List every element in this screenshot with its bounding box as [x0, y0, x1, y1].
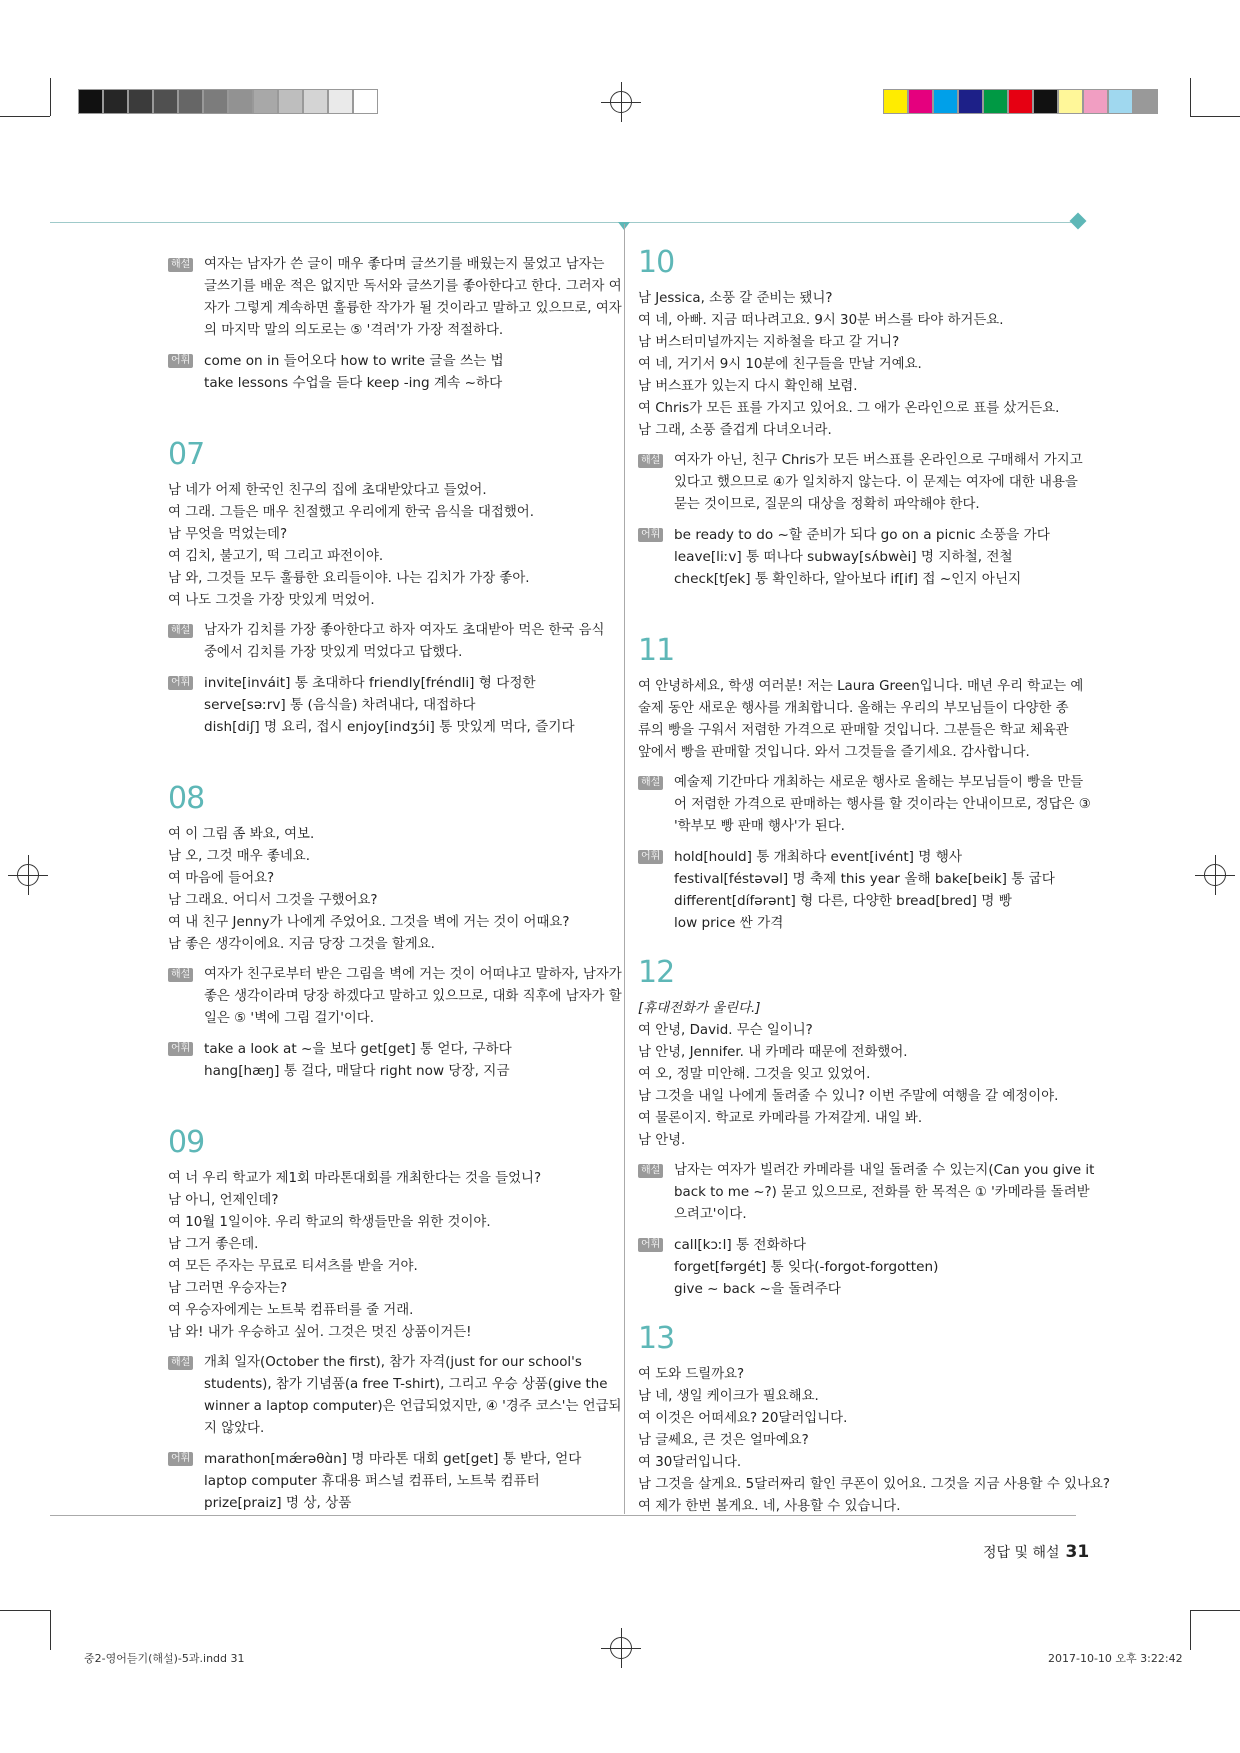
text-line: 남 와, 그것들 모두 훌륭한 요리들이야. 나는 김치가 가장 좋아. — [168, 571, 530, 586]
dialogue — [168, 480, 612, 612]
text-line: 여 너 우리 학교가 제1회 마라톤대회를 개최한다는 것을 들었니? — [168, 1171, 542, 1186]
text-line: 남 네가 어제 한국인 친구의 집에 초대받았다고 들었어. — [168, 483, 487, 498]
text-line: 남 Jessica, 소풍 갈 준비는 됐니? — [638, 291, 833, 306]
text-line: students), 참가 기념품(a free T-shirt), 그리고 우승 상품(give the — [204, 1377, 608, 1392]
text-line: 남 무엇을 먹었는데? — [168, 527, 288, 542]
vocab-tag: 어휘 — [168, 1452, 193, 1466]
explanation-tag: 해설 — [638, 454, 663, 468]
text-lines — [674, 772, 1091, 838]
stage-direction: [휴대전화가 울린다.] — [638, 1001, 761, 1016]
explanation-block — [638, 772, 1091, 838]
text-line: winner a laptop computer)은 언급되었지만, ④ '경주 코스'는 언급되 — [204, 1399, 622, 1414]
text-line: 으려고'이다. — [674, 1207, 747, 1222]
text-line: 여 30달러입니다. — [638, 1455, 742, 1470]
explanation-block — [638, 450, 1082, 516]
registration-mark-right — [1195, 855, 1235, 895]
gray-swatch — [203, 89, 228, 114]
dialogue — [168, 824, 612, 956]
text-line: different[dífərənt] 형 다른, 다양한 bread[bred] 명 빵 — [674, 893, 1012, 909]
gray-swatch — [178, 89, 203, 114]
vocab-block — [638, 846, 1082, 934]
text-line: 남 그거 좋은데. — [168, 1237, 259, 1252]
color-swatch — [1058, 89, 1083, 114]
text-line: forget[fərgét] 통 잊다(-forgot-forgotten) — [674, 1259, 939, 1275]
text-lines — [674, 450, 1082, 516]
text-line: 남 그러면 우승자는? — [168, 1281, 288, 1296]
vocab-block — [638, 1234, 1082, 1300]
vocab-tag: 어휘 — [638, 528, 663, 542]
text-lines — [204, 620, 612, 664]
text-line: 남 안녕. — [638, 1133, 686, 1148]
text-line: 남 오, 그것 매우 좋네요. — [168, 849, 310, 864]
text-lines — [674, 846, 1082, 934]
explanation-tag: 해설 — [638, 776, 663, 790]
text-line: 있다고 했으므로 ④가 일치하지 않는다. 이 문제는 여자에 대한 내용을 — [674, 475, 1078, 490]
text-line: invite[inváit] 통 초대하다 friendly[fréndli] 형 다정한 — [204, 675, 536, 691]
question-number: 08 — [168, 781, 205, 816]
text-line: 예술제 기간마다 개최하는 새로운 행사로 올해는 부모님들이 빵을 만들 — [674, 775, 1084, 790]
text-line: 여 그래. 그들은 매우 친절했고 우리에게 한국 음식을 대접했어. — [168, 505, 534, 520]
gray-swatch — [253, 89, 278, 114]
text-line: 여 안녕, David. 무슨 일이니? — [638, 1023, 813, 1038]
header-rule — [50, 222, 1076, 223]
question-number: 13 — [638, 1321, 675, 1356]
text-line: 자가 그렇게 계속하면 훌륭한 작가가 될 것이라고 말하고 있으므로, 여자 — [204, 301, 622, 316]
text-line: come on in 들어오다 how to write 글을 쓰는 법 — [204, 353, 504, 369]
explanation-block — [168, 964, 622, 1030]
registration-mark-top — [601, 82, 641, 122]
color-swatch — [1108, 89, 1133, 114]
crop-mark — [0, 1610, 50, 1611]
color-swatch — [883, 89, 908, 114]
explanation-block — [168, 620, 612, 664]
text-line: 여 나도 그것을 가장 맛있게 먹었어. — [168, 593, 375, 608]
color-swatch — [1133, 89, 1158, 114]
crop-mark — [1190, 1610, 1240, 1611]
text-line: 남 그래요. 어디서 그것을 구했어요? — [168, 893, 378, 908]
text-line: 류의 빵을 구워서 저렴한 가격으로 판매할 것입니다. 그분들은 학교 체육관 — [638, 723, 1069, 738]
diamond-ornament-icon — [1070, 213, 1087, 230]
page-number: 31 — [1065, 1542, 1090, 1562]
question-number: 11 — [638, 633, 675, 668]
text-line: 남 그것을 내일 나에게 돌려줄 수 있니? 이번 주말에 여행을 갈 예정이야. — [638, 1089, 1059, 1104]
gray-swatch — [153, 89, 178, 114]
vocab-tag: 어휘 — [168, 354, 193, 368]
text-line: 남 그것을 살게요. 5달러짜리 할인 쿠폰이 있어요. 그것을 지금 사용할 수 있나요? — [638, 1477, 1110, 1492]
text-lines — [204, 1352, 622, 1440]
text-line: 여 네, 아빠. 지금 떠나려고요. 9시 30분 버스를 타야 하거든요. — [638, 313, 1004, 328]
question-number: 10 — [638, 245, 675, 280]
vocab-block — [638, 524, 1082, 590]
explanation-tag: 해설 — [168, 624, 193, 638]
text-line: leave[liːv] 통 떠나다 subway[sʌ́bwèi] 명 지하철, 전철 — [674, 549, 1013, 565]
footer-label: 정답 및 해설 — [983, 1545, 1060, 1561]
registration-mark-bottom — [601, 1628, 641, 1668]
color-swatch — [933, 89, 958, 114]
text-line: 여 네, 거기서 9시 10분에 친구들을 만날 거예요. — [638, 357, 922, 372]
text-line: be ready to do ~할 준비가 되다 go on a picnic 소풍을 가다 — [674, 527, 1050, 543]
registration-mark-left — [8, 855, 48, 895]
text-line: 글쓰기를 배운 적은 없지만 독서와 글쓰기를 좋아한다고 한다. 그러자 여 — [204, 279, 622, 294]
text-line: prize[praiz] 명 상, 상품 — [204, 1495, 352, 1511]
explanation-tag: 해설 — [168, 968, 193, 982]
text-line: 여자가 친구로부터 받은 그림을 벽에 거는 것이 어떠냐고 말하자, 남자가 — [204, 967, 622, 982]
text-lines — [204, 672, 612, 738]
cmyk-color-bar — [883, 89, 1158, 114]
text-line: festival[féstəvəl] 명 축제 this year 올해 bake[beik] 통 굽다 — [674, 871, 1055, 887]
color-swatch — [1083, 89, 1108, 114]
gray-swatch — [303, 89, 328, 114]
color-swatch — [1008, 89, 1033, 114]
text-line: 여 모든 주자는 무료로 티셔츠를 받을 거야. — [168, 1259, 418, 1274]
dialogue — [638, 1020, 1082, 1152]
text-line: 여 도와 드릴까요? — [638, 1367, 745, 1382]
crop-mark — [50, 1610, 51, 1650]
text-lines — [674, 1160, 1095, 1226]
crop-mark — [0, 116, 50, 117]
text-line: 남 와! 내가 우승하고 싶어. 그것은 멋진 상품이거든! — [168, 1325, 472, 1340]
color-swatch — [908, 89, 933, 114]
text-lines — [204, 1038, 612, 1082]
text-line: 일은 ⑤ '벽에 그림 걸기'이다. — [204, 1011, 375, 1026]
vocab-block — [168, 1448, 612, 1514]
dialogue — [638, 288, 1082, 442]
question-number: 12 — [638, 955, 675, 990]
vocab-tag: 어휘 — [638, 850, 663, 864]
text-line: 여자는 남자가 쓴 글이 매우 좋다며 글쓰기를 배웠는지 물었고 남자는 — [204, 257, 605, 272]
text-line: 여 마음에 들어요? — [168, 871, 275, 886]
text-line: 술제 동안 새로운 행사를 개최합니다. 올해는 우리의 부모님들이 다양한 종 — [638, 701, 1069, 716]
text-line: hold[hould] 통 개최하다 event[ivént] 명 행사 — [674, 849, 963, 865]
text-line: take a look at ~을 보다 get[get] 통 얻다, 구하다 — [204, 1041, 512, 1057]
text-line: 남 아니, 언제인데? — [168, 1193, 279, 1208]
gray-swatch — [278, 89, 303, 114]
text-line: 개최 일자(October the first), 참가 자격(just for our school's — [204, 1355, 582, 1370]
vocab-tag: 어휘 — [168, 676, 193, 690]
right-column — [638, 245, 1110, 1518]
vocab-block — [168, 1038, 612, 1082]
text-line: 의 마지막 말의 의도로는 ⑤ '격려'가 가장 적절하다. — [204, 323, 504, 338]
text-line: 좋은 생각이라며 당장 하겠다고 말하고 있으므로, 대화 직후에 남자가 할 — [204, 989, 622, 1004]
text-line: 여 오, 정말 미안해. 그것을 잊고 있었어. — [638, 1067, 871, 1082]
explanation-tag: 해설 — [168, 258, 193, 272]
crop-mark — [1190, 1610, 1191, 1650]
text-line: '학부모 빵 판매 행사'가 된다. — [674, 819, 845, 834]
gray-swatch — [78, 89, 103, 114]
text-line: 여 안녕하세요, 학생 여러분! 저는 Laura Green입니다. 매년 우리 학교는 예 — [638, 679, 1084, 694]
text-line: low price 싼 가격 — [674, 915, 784, 931]
column-divider — [624, 224, 625, 1514]
color-swatch — [983, 89, 1008, 114]
vocab-block — [168, 672, 612, 738]
color-swatch — [958, 89, 983, 114]
vocab-tag: 어휘 — [638, 1238, 663, 1252]
text-lines — [204, 254, 622, 342]
text-line: back to me ~?) 묻고 있으므로, 전화를 한 목적은 ① '카메라를 돌려받 — [674, 1185, 1090, 1200]
text-line: 여 우승자에게는 노트북 컴퓨터를 줄 거래. — [168, 1303, 414, 1318]
text-line: 앞에서 빵을 판매할 것입니다. 와서 그것들을 즐기세요. 감사합니다. — [638, 745, 1030, 760]
explanation-block — [168, 254, 622, 342]
dialogue — [168, 1168, 612, 1344]
text-line: 남 좋은 생각이에요. 지금 당장 그것을 할게요. — [168, 937, 435, 952]
question-number: 07 — [168, 437, 205, 472]
text-line: 남 글쎄요, 큰 것은 얼마예요? — [638, 1433, 809, 1448]
text-line: 여 이 그림 좀 봐요, 여보. — [168, 827, 315, 842]
text-lines — [204, 350, 612, 394]
color-swatch — [1033, 89, 1058, 114]
text-line: 여 이것은 어떠세요? 20달러입니다. — [638, 1411, 848, 1426]
vocab-block — [168, 350, 612, 394]
gray-color-bar — [78, 89, 378, 114]
slug-filename: 중2-영어듣기(해설)-5과.indd 31 — [84, 1652, 245, 1665]
text-line: 지 않았다. — [204, 1421, 265, 1436]
left-column — [168, 246, 622, 1514]
text-line: 여 10월 1일이야. 우리 학교의 학생들만을 위한 것이야. — [168, 1215, 491, 1230]
text-line: 어 저렴한 가격으로 판매하는 행사를 할 것이라는 안내이므로, 정답은 ③ — [674, 797, 1091, 812]
text-line: check[tʃek] 통 확인하다, 알아보다 if[if] 접 ~인지 아닌지 — [674, 571, 1022, 587]
text-line: call[kɔːl] 통 전화하다 — [674, 1237, 806, 1253]
text-lines — [674, 1234, 1082, 1300]
text-line: 남 그래, 소풍 즐겁게 다녀오너라. — [638, 423, 832, 438]
gray-swatch — [353, 89, 378, 114]
text-line: 여 Chris가 모든 표를 가지고 있어요. 그 애가 온라인으로 표를 샀거든요. — [638, 401, 1060, 416]
text-line: dish[diʃ] 명 요리, 접시 enjoy[indʒɔ́i] 통 맛있게 먹다, 즐기다 — [204, 719, 575, 735]
text-line: 남자는 여자가 빌려간 카메라를 내일 돌려줄 수 있는지(Can you give it — [674, 1163, 1095, 1178]
gray-swatch — [103, 89, 128, 114]
explanation-tag: 해설 — [638, 1164, 663, 1178]
text-line: 여 김치, 불고기, 떡 그리고 파전이야. — [168, 549, 384, 564]
text-line: serve[səːrv] 통 (음식을) 차려내다, 대접하다 — [204, 697, 476, 713]
page-footer — [983, 1542, 1089, 1562]
dialogue — [638, 676, 1082, 764]
text-line: 여 제가 한번 볼게요. 네, 사용할 수 있습니다. — [638, 1499, 901, 1514]
crop-mark — [1190, 116, 1240, 117]
text-line: 중에서 김치를 가장 맛있게 먹었다고 답했다. — [204, 645, 463, 660]
text-line: 여 내 친구 Jenny가 나에게 주었어요. 그것을 벽에 거는 것이 어때요? — [168, 915, 570, 930]
text-line: 남자가 김치를 가장 좋아한다고 하자 여자도 초대받아 먹은 한국 음식 — [204, 623, 605, 638]
text-line: hang[hæŋ] 통 걸다, 매달다 right now 당장, 지금 — [204, 1063, 510, 1079]
explanation-block — [168, 1352, 622, 1440]
gray-swatch — [228, 89, 253, 114]
text-line: take lessons 수업을 듣다 keep -ing 계속 ~하다 — [204, 375, 503, 391]
text-line: 남 버스표가 있는지 다시 확인해 보렴. — [638, 379, 858, 394]
text-lines — [204, 964, 622, 1030]
crop-mark — [1190, 78, 1191, 116]
text-line: laptop computer 휴대용 퍼스널 컴퓨터, 노트북 컴퓨터 — [204, 1473, 540, 1489]
text-line: marathon[mǽrəθɑ̀n] 명 마라톤 대회 get[get] 통 받다, 얻다 — [204, 1451, 582, 1467]
text-line: 남 네, 생일 케이크가 필요해요. — [638, 1389, 819, 1404]
crop-mark — [50, 78, 51, 116]
text-lines — [674, 524, 1082, 590]
explanation-block — [638, 1160, 1095, 1226]
gray-swatch — [328, 89, 353, 114]
question-number: 09 — [168, 1125, 205, 1160]
text-lines — [204, 1448, 612, 1514]
text-line: 여자가 아닌, 친구 Chris가 모든 버스표를 온라인으로 구매해서 가지고 — [674, 453, 1083, 468]
text-line: give ~ back ~을 돌려주다 — [674, 1281, 841, 1297]
text-line: 여 물론이지. 학교로 카메라를 가져갈게. 내일 봐. — [638, 1111, 923, 1126]
text-line: 남 버스터미널까지는 지하철을 타고 갈 거니? — [638, 335, 900, 350]
explanation-tag: 해설 — [168, 1356, 193, 1370]
dialogue — [638, 1364, 1110, 1518]
slug-date: 2017-10-10 오후 3:22:42 — [1048, 1652, 1183, 1665]
text-line: 묻는 것이므로, 질문의 대상을 정확히 파악해야 한다. — [674, 497, 980, 512]
gray-swatch — [128, 89, 153, 114]
vocab-tag: 어휘 — [168, 1042, 193, 1056]
text-line: 남 안녕, Jennifer. 내 카메라 때문에 전화했어. — [638, 1045, 908, 1060]
